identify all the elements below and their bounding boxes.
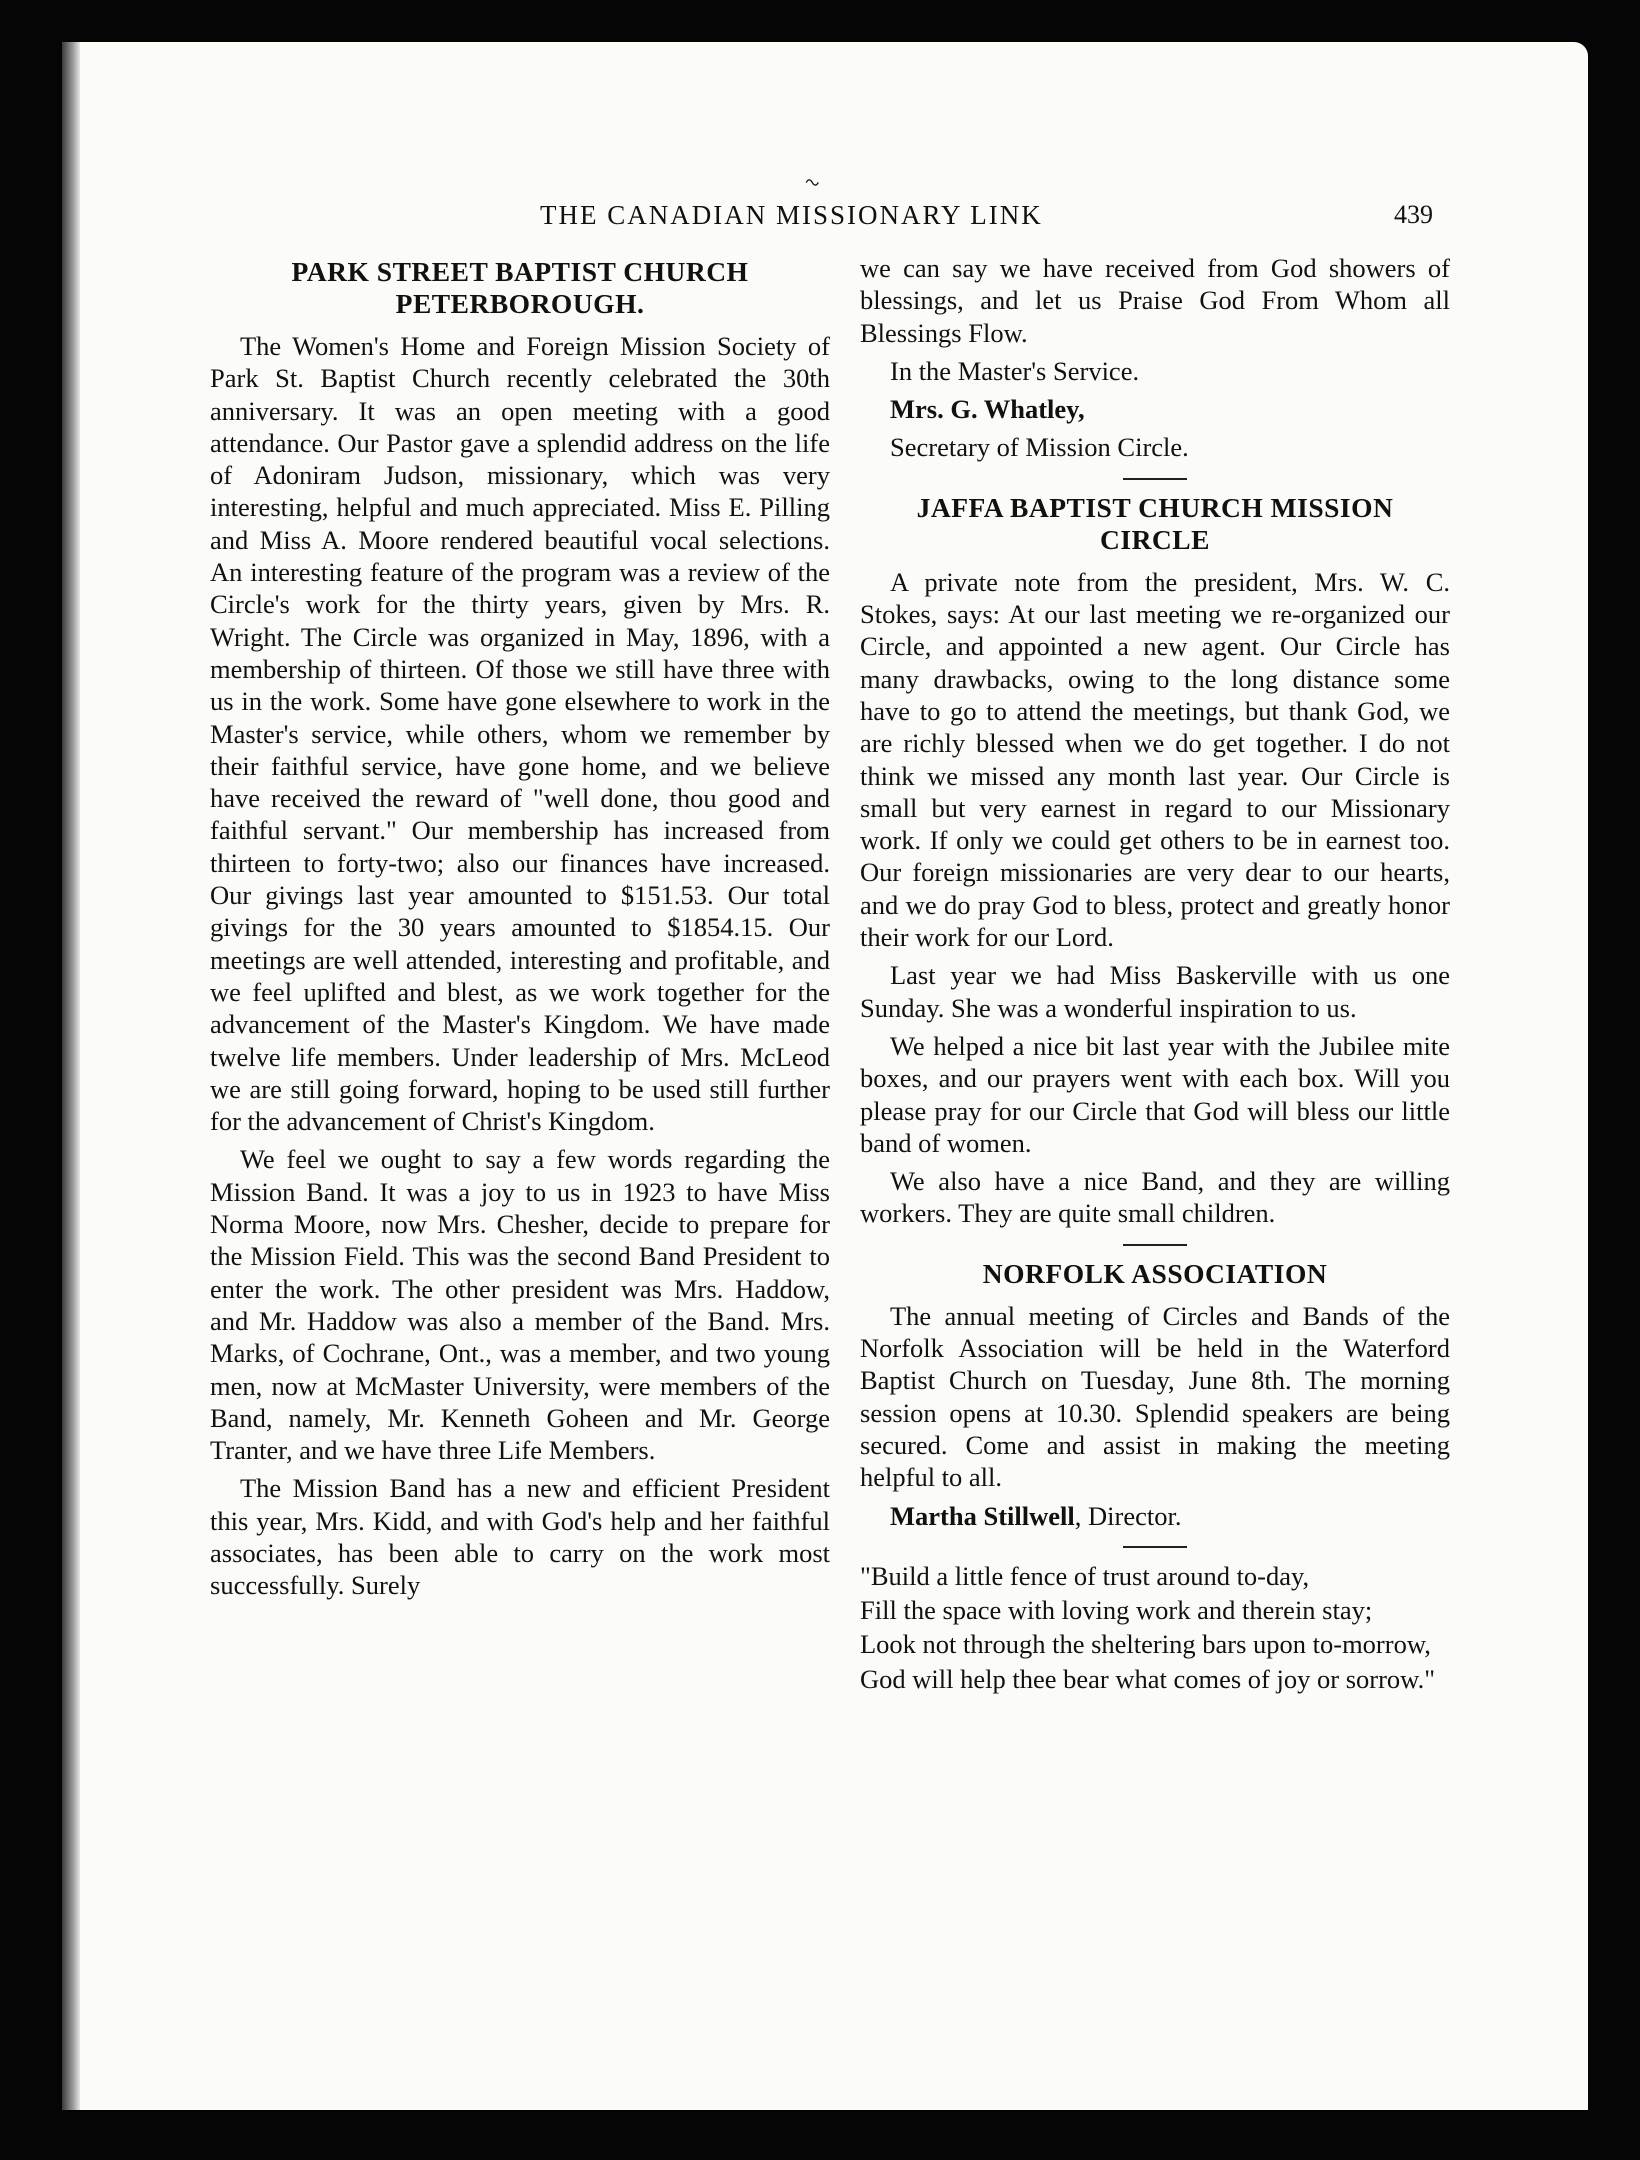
left-paragraph: The Mission Band has a new and efficient President this year, Mrs. Kidd, and with God's help and her faithful associates, has been able to carry on the work most successfully. Surely <box>210 1473 830 1601</box>
running-header: THE CANADIAN MISSIONARY LINK <box>540 200 1043 230</box>
closing-line: In the Master's Service. <box>890 355 1140 386</box>
section-divider <box>1123 1546 1187 1548</box>
signature-title: Secretary of Mission Circle. <box>890 432 1189 463</box>
section-divider <box>1123 1244 1187 1246</box>
poem-line: God will help thee bear what comes of joy or sorrow." <box>860 1663 1436 1694</box>
left-column <box>210 256 830 1608</box>
jaffa-paragraph: We also have a nice Band, and they are willing workers. They are quite small children. <box>860 1166 1450 1229</box>
jaffa-paragraph: Last year we had Miss Baskerville with us one Sunday. She was a wonderful inspiration to us. <box>860 960 1450 1023</box>
norfolk-heading: NORFOLK ASSOCIATION <box>982 1257 1328 1289</box>
poem <box>860 1560 1450 1695</box>
jaffa-paragraph: We helped a nice bit last year with the Jubilee mite boxes, and our prayers went with each box. Will you please pray for our Circle that God will bless our little band of women. <box>860 1030 1450 1158</box>
director-title: , Director. <box>1074 1500 1182 1531</box>
page-number: 439 <box>1394 200 1433 229</box>
poem-line: "Build a little fence of trust around to-day, <box>860 1560 1310 1591</box>
jaffa-paragraph: A private note from the president, Mrs. W. C. Stokes, says: At our last meeting we re-organized our Circle, and appointed a new agent. Our Circle has many drawbacks, owing to the long distance some have to go to attend the meetings, but thank God, we are richly blessed when we do get together. I do not think we missed any month last year. Our Circle is small but very earnest in regard to our Missionary work. If only we could get others to be in earnest too. Our foreign missionaries are very dear to our hearts, and we do pray God to bless, protect and greatly honor their work for our Lord. <box>860 566 1450 953</box>
left-paragraph: We feel we ought to say a few words regarding the Mission Band. It was a joy to us in 1923 to have Miss Norma Moore, now Mrs. Chesher, decide to prepare for the Mission Field. This was the second Band President to enter the work. The other president was Mrs. Haddow, and Mr. Haddow was also a member of the Band. Mrs. Marks, of Cochrane, Ont., was a member, and two young men, now at McMaster University, were members of the Band, namely, Mr. Kenneth Goheen and Mr. George Tranter, and we have three Life Members. <box>210 1144 830 1466</box>
director-name: Martha Stillwell <box>890 1500 1075 1531</box>
poem-line: Fill the space with loving work and therein stay; <box>860 1595 1373 1626</box>
norfolk-signature <box>860 1500 1450 1532</box>
section-divider <box>1123 478 1187 480</box>
jaffa-heading: JAFFA BAPTIST CHURCH MISSION CIRCLE <box>916 491 1394 555</box>
book-spine-shadow <box>62 42 80 2110</box>
signature-name: Mrs. G. Whatley, <box>890 394 1085 425</box>
right-column <box>860 252 1450 1697</box>
continuation-paragraph: we can say we have received from God showers of blessings, and let us Praise God From Whom all Blessings Flow. <box>860 253 1450 348</box>
ink-mark: ~ <box>800 166 824 199</box>
left-paragraph: The Women's Home and Foreign Mission Society of Park St. Baptist Church recently celebrated the 30th anniversary. It was an open meeting with a good attendance. Our Pastor gave a splendid address on the life of Adoniram Judson, missionary, which was very interesting, helpful and much appreciated. Miss E. Pilling and Miss A. Moore rendered beautiful vocal selections. An interesting feature of the program was a review of the Circle's work for the thirty years, given by Mrs. R. Wright. The Circle was organized in May, 1896, with a membership of thirteen. Of those we still have three with us in the work. Some have gone elsewhere to work in the Master's service, while others, whom we remember by their faithful service, have gone home, and we believe have received the reward of "well done, thou good and faithful servant." Our membership has increased from thirteen to forty-two; also our finances have increased. Our givings last year amounted to $151.53. Our total givings for the 30 years amounted to $1854.15. Our meetings are well attended, interesting and profitable, and we feel uplifted and blest, as we work together for the advancement of the Master's Kingdom. We have made twelve life members. Under leadership of Mrs. McLeod we are still going forward, hoping to be used still further for the advancement of Christ's Kingdom. <box>210 331 830 1137</box>
park-street-heading: PARK STREET BAPTIST CHURCH PETERBOROUGH. <box>291 256 749 319</box>
norfolk-paragraph: The annual meeting of Circles and Bands of the Norfolk Association will be held in the Waterford Baptist Church on Tuesday, June 8th. The morning session opens at 10.30. Splendid speakers are being secured. Come and assist in making the meeting helpful to all. <box>860 1300 1450 1493</box>
poem-line: Look not through the sheltering bars upon to-morrow, <box>860 1629 1431 1660</box>
